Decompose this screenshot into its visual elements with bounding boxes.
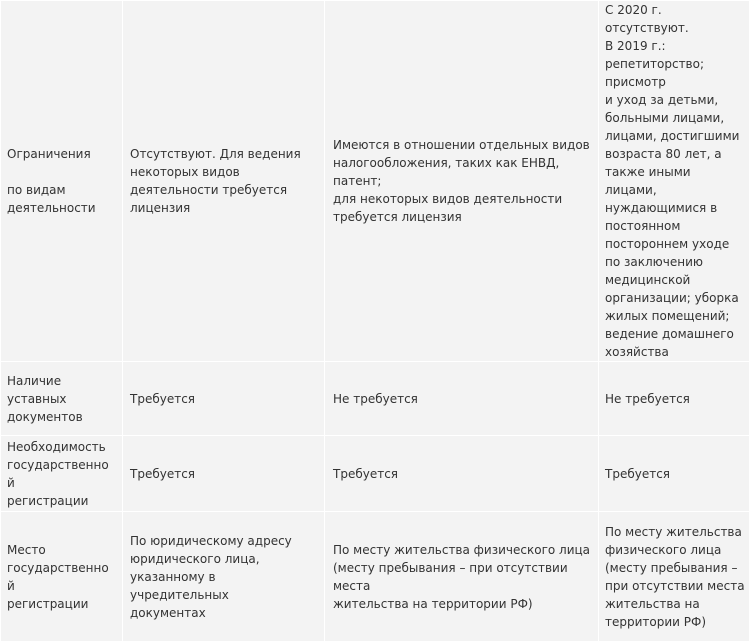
table-cell-label: Место государственной регистрации bbox=[1, 512, 123, 642]
table-cell: Требуется bbox=[123, 436, 325, 512]
table-cell: Имеются в отношении отдельных видов налогообложения, таких как ЕНВД, патент; для некоторых видов деятельности требуется лицензия bbox=[325, 1, 599, 362]
table-cell: По месту жительства физического лица (месту пребывания – при отсутствии места жительства на территории РФ) bbox=[599, 512, 749, 642]
table-cell-label: Ограничения по видам деятельности bbox=[1, 1, 123, 362]
table-cell-label: Наличие уставных документов bbox=[1, 362, 123, 436]
table-cell: По юридическому адресу юридического лица, указанному в учредительных документах bbox=[123, 512, 325, 642]
table-row-state-registration-need bbox=[1, 436, 749, 512]
table-cell: Требуется bbox=[123, 362, 325, 436]
table-row-charter-documents bbox=[1, 362, 749, 436]
table-cell: Не требуется bbox=[599, 362, 749, 436]
table-cell: Отсутствуют. Для ведения некоторых видов деятельности требуется лицензия bbox=[123, 1, 325, 362]
table-cell: Требуется bbox=[599, 436, 749, 512]
table-cell: С 2020 г. отсутствуют. В 2019 г.: репетиторство; присмотр и уход за детьми, больными лицами, лицами, достигшими возраста 80 лет, а также иными лицами, нуждающимися в постоянном постороннем уходе по заключению медицинской организации; уборка жилых помещений; ведение домашнего хозяйства bbox=[599, 1, 749, 362]
table-cell: По месту жительства физического лица (месту пребывания – при отсутствии места жительства на территории РФ) bbox=[325, 512, 599, 642]
table-cell: Требуется bbox=[325, 436, 599, 512]
table-row-registration-place bbox=[1, 512, 749, 642]
table-cell-label: Необходимость государственной регистрации bbox=[1, 436, 123, 512]
table-row-activity-restrictions bbox=[1, 1, 749, 362]
table-cell: Не требуется bbox=[325, 362, 599, 436]
